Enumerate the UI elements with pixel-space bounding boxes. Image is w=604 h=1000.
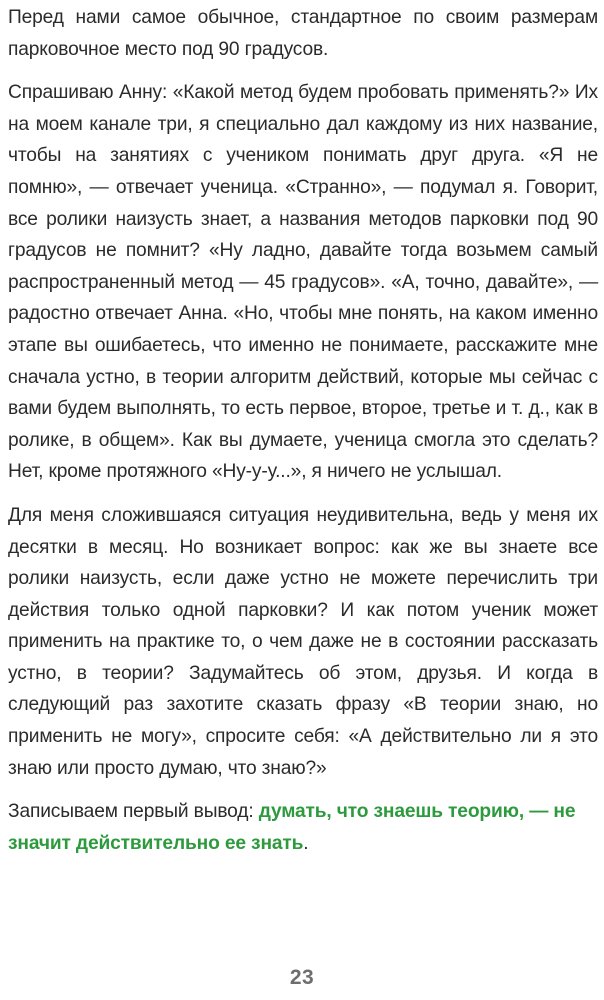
conclusion-highlight: думать, что знаешь теорию, — не значит действительно ее знать [8,801,576,854]
paragraph-reflection: Для меня сложившаяся ситуация неудивительна, ведь у меня их десятки в месяц. Но возникает вопрос: как же вы знаете все ролики наизусть, если даже устно не можете перечислить три действия только одной парковки? И как потом ученик может применить на практике то, о чем даже не в состоянии рассказать устно, в теории? Задумайтесь об этом, друзья. И когда в следующий раз захотите сказать фразу «В теории знаю, но применить не могу», спросите себя: «А действительно ли я это знаю или просто думаю, что знаю?» [8,504,598,779]
paragraph-conclusion [8,796,598,859]
conclusion-end: . [303,832,309,854]
paragraph-parking-spot: Перед нами самое обычное, стандартное по своим размерам парковочное место под 90 градусов. [8,7,598,60]
page-number: 23 [289,966,315,989]
paragraph-story: Спрашиваю Анну: «Какой метод будем пробовать применять?» Их на моем канале три, я специально дал каждому из них название, чтобы на занятиях с учеником понимать друг друга. «Я не помню», — отвечает ученица. «Странно», — подумал я. Говорит, все ролики наизусть знает, а названия методов парковки под 90 градусов не помнит? «Ну ладно, давайте тогда возьмем самый распространенный метод — 45 градусов». «А, точно, давайте», — радостно отвечает Анна. «Но, чтобы мне понять, на каком именно этапе вы ошибаетесь, что именно не понимаете, расскажите мне сначала устно, в теории алгоритм действий, которые мы сейчас с вами будем выполнять, то есть первое, второе, третье и т. д., как в ролике, в общем». Как вы думаете, ученица смогла это сделать? Нет, кроме протяжного «Ну-у-у...», я ничего не услышал. [8,82,598,483]
conclusion-intro: Записываем первый вывод: [8,801,259,823]
page-body [8,2,598,859]
